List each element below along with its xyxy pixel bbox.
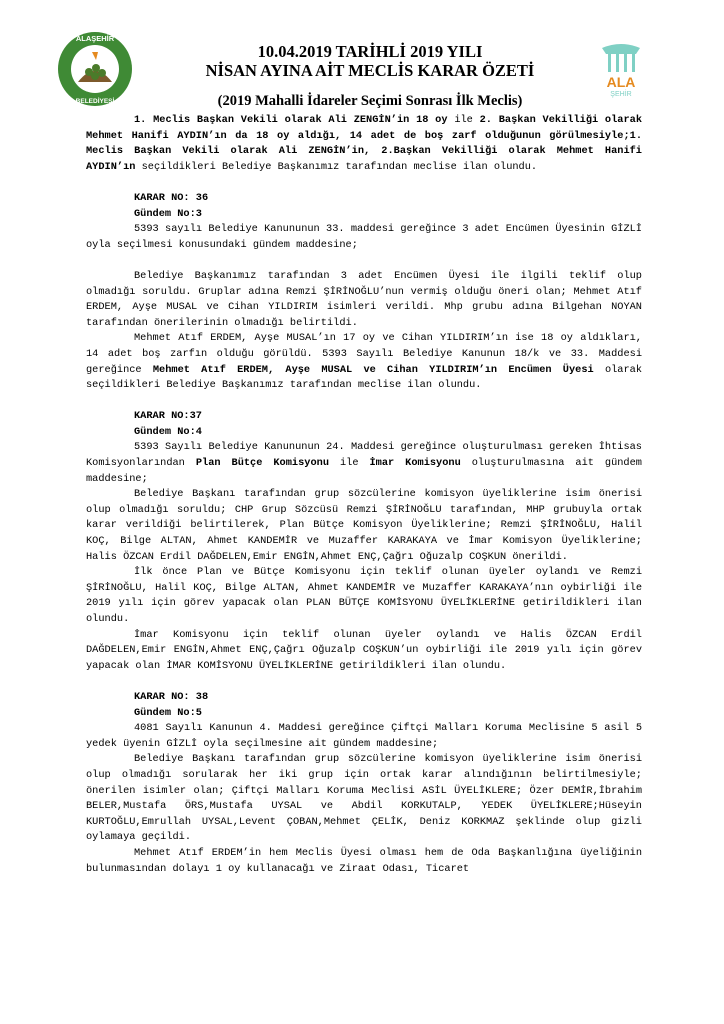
karar-36-paragraph-1: 5393 sayılı Belediye Kanununun 33. maddesi gereğince 3 adet Encümen Üyesinin GİZLİ oyla seçilmesi konusundaki gündem maddesine; xyxy=(86,223,642,251)
karar-38-number: KARAR NO: 38 xyxy=(134,690,209,703)
document-body xyxy=(86,113,642,877)
svg-text:ALA: ALA xyxy=(606,74,636,90)
page-header xyxy=(0,0,724,110)
karar-38-paragraph-1: 4081 Sayılı Kanunun 4. Maddesi gereğince Çiftçi Malları Koruma Meclisine 5 asil 5 yedek üyenin GİZLİ oyla seçilmesine ait gündem maddesine; xyxy=(86,722,642,750)
karar-38-gundem: Gündem No:5 xyxy=(134,706,202,719)
document-title xyxy=(180,42,560,80)
svg-text:ŞEHİR: ŞEHİR xyxy=(610,91,632,98)
karar-37-paragraph-4: İmar Komisyonu için teklif olunan üyeler oylandı ve Halis ÖZCAN Erdil DAĞDELEN,Emir ENGİN,Ahmet ENÇ,Çağrı Oğuzalp COŞKUN’un oybirliği ile 2019 yılı için görev yapacak olan İMAR KOMİSYONU ÜYELİKLERİNE getirildikleri ilan olundu. xyxy=(86,628,642,672)
karar-36-paragraph-3 xyxy=(86,331,642,393)
svg-text:ALAŞEHİR: ALAŞEHİR xyxy=(75,34,115,43)
document-subtitle: (2019 Mahalli İdareler Seçimi Sonrası İlk Meclis) xyxy=(217,93,523,109)
karar-38-paragraph-3: Mehmet Atıf ERDEM’in hem Meclis Üyesi olması hem de Oda Başkanlığına üyeliğinin bulunmasından dolayı 1 oy kullanacağı ve Ziraat Odası, Ticaret xyxy=(86,846,642,875)
karar-37-number: KARAR NO:37 xyxy=(134,410,202,423)
karar-37-paragraph-2: Belediye Başkanı tarafından grup sözcülerine komisyon üyeliklerine isim önerisi olup olmadığı soruldu; CHP Grup Sözcüsü Remzi ŞİRİNOĞLU tarafından, MHP grubuyla ortak karar verildiği belirtilerek, Plan Bütçe Komisyon Üyeliklerine; Remzi ŞİRİNOĞLU, Halil KOÇ, Bilge ALTAN, Ahmet KANDEMİR ve Muzaffer KARAKAYA ve İmar Komisyon Üyeliklerine; Halis ÖZCAN Erdil DAĞDELEN,Emir ENGİN,Ahmet ENÇ,Çağrı Oğuzalp COŞKUN önerildi. xyxy=(86,488,642,563)
intro-bold-2: 2. Başkan Vekilliği olarak Mehmet Hanifi AYDIN’ın da 18 oy aldığı, 14 adet de boş zarf olduğunun görülmesiyle;1. Meclis Başkan Vekili olarak Ali ZENGİN’in, 2.Başkan Vekilliği olarak Mehmet Hanifi AYDIN’ın xyxy=(86,114,642,173)
alasehir-belediyesi-logo xyxy=(56,30,134,108)
karar-36-p3-bold: Mehmet Atıf ERDEM, Ayşe MUSAL ve Cihan YILDIRIM’ın Encümen Üyesi xyxy=(152,363,594,376)
karar-37-gundem: Gündem No:4 xyxy=(134,425,202,438)
ala-sehir-brand-logo xyxy=(588,40,654,98)
title-line-1: 10.04.2019 TARİHLİ 2019 YILI xyxy=(257,42,483,61)
karar-36-p3-end: olarak seçildikleri Belediye Başkanımız tarafından meclise ilan olundu. xyxy=(86,363,643,392)
karar-36-number: KARAR NO: 36 xyxy=(134,191,209,204)
karar-38-paragraph-2: Belediye Başkanı tarafından grup sözcülerine komisyon üyeliklerine isim önerisi olup olmadığı sorularak her iki grup için ortak karar alındığının belirtilmesiyle; önerilen isimler olan; Çiftçi Malları Koruma Meclisi ASİL ÜYELİKLERE; Özer DEMİR,İbrahim BELER,Mustafa ÖRS,Mustafa UYSAL ve Abdil KORKUTALP, YEDEK ÜYELİKLERE;Hüseyin KURTOĞLU,Emrullah UYSAL,Levent ÇOBAN,Mehmet ÇELİK, Deniz KORKMAZ şeklinde olup gizli oylamaya geçildi. xyxy=(86,753,642,844)
karar-36-paragraph-2: Belediye Başkanımız tarafından 3 adet Encümen Üyesi ile ilgili teklif olup olmadığı soruldu. Gruplar adına Remzi ŞİRİNOĞLU’nun vermiş olduğu öneri olan; Mehmet Atıf ERDEM, Ayşe MUSAL ve Cihan YILDIRIM isimleri verildi. Mhp grubu adına Bilgehan NOYAN tarafından önerilerinin olmadığı belirtildi. xyxy=(86,269,642,329)
karar-37-p1-end: oluşturulmasına ait gündem maddesine; xyxy=(86,457,642,485)
karar-37-p1-ile: ile xyxy=(339,457,359,470)
title-line-2: NİSAN AYINA AİT MECLİS KARAR ÖZETİ xyxy=(205,61,535,80)
intro-text-2: seçildikleri Belediye Başkanımız tarafından meclise ilan olundu. xyxy=(141,160,538,173)
svg-text:BELEDİYESİ: BELEDİYESİ xyxy=(75,98,115,105)
intro-text-1: ile xyxy=(454,114,473,126)
intro-paragraph xyxy=(86,113,642,175)
intro-bold-1: 1. Meclis Başkan Vekili olarak Ali ZENGİN’in 18 oy xyxy=(134,114,448,126)
karar-37-p1-text: 5393 Sayılı Belediye Kanununun 24. Maddesi gereğince oluşturulması gereken İhtisas Komisyonlarından xyxy=(86,441,642,470)
imar-komisyonu: İmar Komisyonu xyxy=(369,457,461,470)
karar-37-paragraph-1 xyxy=(86,440,642,487)
karar-36-gundem: Gündem No:3 xyxy=(134,207,202,220)
karar-37-paragraph-3: İlk önce Plan ve Bütçe Komisyonu için teklif olunan üyeler oylandı ve Remzi ŞİRİNOĞLU, Halil KOÇ, Bilge ALTAN, Ahmet KANDEMİR ve Muzaffer KARAKAYA’nın oybirliği ile 2019 yılı için görev yapacak olan PLAN BÜTÇE KOMİSYONU ÜYELİKLERİNE getirildikleri ilan olundu. xyxy=(86,566,642,625)
karar-36-p3-text: Mehmet Atıf ERDEM, Ayşe MUSAL’ın 17 oy ve Cihan YILDIRIM’ın ise 18 oy aldıkları, 14 adet boş zarfın olduğu görüldü. 5393 Sayılı Belediye Kanunun 18/k ve 33. Maddesi gereğince xyxy=(86,332,642,376)
plan-butce-komisyonu: Plan Bütçe Komisyonu xyxy=(195,457,329,470)
